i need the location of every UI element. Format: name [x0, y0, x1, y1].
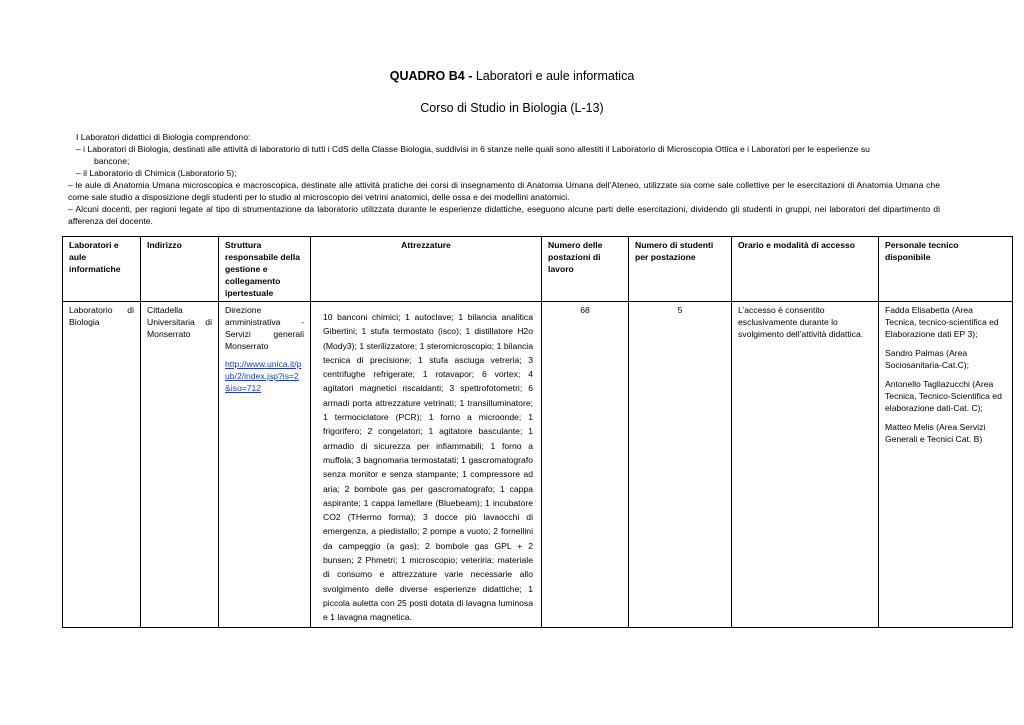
personale-entry: Antonello Tagliazucchi (Area Tecnica, Tecnico-Scientifica ed elaborazione dati-Cat. C); [885, 379, 1002, 413]
table-row [63, 302, 1013, 628]
page-title-rest: Laboratori e aule informatica [475, 69, 635, 83]
cell-struttura [219, 302, 311, 628]
lab-table [62, 236, 1013, 628]
column-header: Laboratori e aule informatiche [63, 237, 141, 302]
struttura-link[interactable]: http://www.unica.it/pub/2/index.jsp?is=2&iso=712 [225, 359, 302, 393]
intro-line: – i Laboratori di Biologia, destinati alle attività di laboratorio di tutti i CdS della Classe Biologia, suddivisi in 6 stanze nelle quali sono allestiti il Laboratorio di Microscopia Ottica e i Laboratori per le esperienze su [76, 144, 870, 154]
column-header: Struttura responsabile della gestione e collegamento ipertestuale [219, 237, 311, 302]
intro-line: – Alcuni docenti, per ragioni legate al tipo di strumentazione da laboratorio utilizzata durante le esperienze didattiche, eseguono alcune parti delle esercitazioni, dividendo gli studenti in gruppi, nei laboratori del dipartimento di afferenza del docente. [68, 204, 940, 226]
intro-line: – il Laboratorio di Chimica (Laboratorio 5); [76, 168, 237, 178]
column-header: Numero delle postazioni di lavoro [542, 237, 629, 302]
column-header: Orario e modalità di accesso [732, 237, 879, 302]
intro-text [68, 131, 940, 227]
page-title-bold: QUADRO B4 - [389, 69, 476, 83]
column-header: Numero di studenti per postazione [629, 237, 732, 302]
column-header: Personale tecnico disponibile [879, 237, 1013, 302]
cell-studenti: 5 [629, 302, 732, 628]
table-header-row [63, 237, 1013, 302]
intro-line: – le aule di Anatomia Umana microscopica e macroscopica, destinate alle attività pratiche dei corsi di insegnamento di Anatomia Umana dell’Ateneo, utilizzate sia come sale collettive per le esercitazioni di Anatomia Umana che come sale studio a disposizione degli studenti per lo studio al microscopio dei vetrini anatomici, delle ossa e dei modellini anatomici. [68, 180, 940, 202]
cell-attrezzature: 10 banconi chimici; 1 autoclave; 1 bilancia analitica Gibertini; 1 stufa termostato (isco); 1 distillatore H2o (Mody3); 1 sterilizzatore; 1 steromicroscopio; 1 bilancia tecnica di precisione; 1 stufa asciuga vetreria; 3 centrifughe refrigerate; 1 rotavapor; 6 vortex; 4 agitatori magnetici riscaldanti; 3 spettrofotometri; 6 armadi porta attrezzature vetrinati; 1 transilluminatore; 1 termociclatore (PCR); 1 forno a microonde; 1 frigorifero; 2 congelatori; 1 agitatore basculante; 1 armadio di sicurezza per infiammabili; 1 forno a muffola; 3 bagnomaria termostatati; 1 gascromatografo senza monitor e senza stampante; 1 compressore ad aria; 2 bombole gas per gascromatografo; 1 cappa aspirante; 1 cappa lamellare (Bluebeam); 1 incubatore CO2 (THermo forma); 3 docce più lavaocchi di emergenza, a piedistallo; 2 pompe a vuoto; 2 fornellini da campeggio (a gas); 2 bombole gas GPL + 2 bunsen; 2 Phmetri; 1 microscopio; veteriria; materiale di consumo e attrezzature varie necessarie allo svolgimento delle diverse esperienze didattiche; 1 piccola auletta con 25 posti dotata di lavagna luminosa e 1 lavagna magnetica. [311, 302, 542, 628]
struttura-text: Direzione amministrativa - Servizi generali Monserrato [225, 305, 304, 351]
page-subtitle: Corso di Studio in Biologia (L-13) [420, 101, 604, 115]
cell-orario: L’accesso è consentito esclusivamente durante lo svolgimento dell’attività didattica. [732, 302, 879, 628]
intro-line: I Laboratori didattici di Biologia comprendono: [76, 132, 251, 142]
page-title [0, 69, 1024, 83]
personale-entry: Matteo Melis (Area Servizi Generali e Tecnici Cat. B) [885, 422, 986, 444]
column-header: Attrezzature [311, 237, 542, 302]
intro-line: bancone; [94, 156, 130, 166]
cell-indirizzo: Cittadella Universitaria di Monserrato [141, 302, 219, 628]
personale-entry: Fadda Elisabetta (Area Tecnica, tecnico-scientifica ed Elaborazione dati EP 3); [885, 305, 999, 339]
cell-lab: Laboratorio di Biologia [63, 302, 141, 628]
cell-postazioni: 68 [542, 302, 629, 628]
cell-personale [879, 302, 1013, 628]
column-header: Indirizzo [141, 237, 219, 302]
personale-entry: Sandro Palmas (Area Sociosanitaria-Cat.C); [885, 348, 970, 370]
